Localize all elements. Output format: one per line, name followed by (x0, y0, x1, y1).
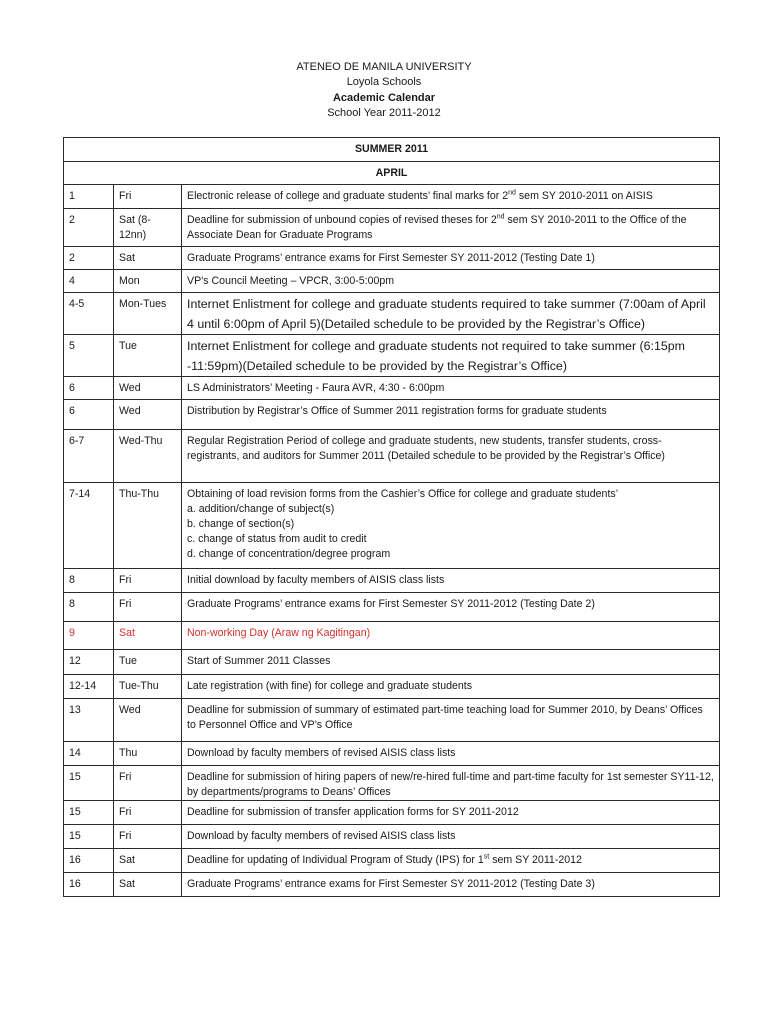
event-cell (182, 400, 720, 430)
calendar-row (64, 593, 720, 622)
calendar-row (64, 766, 720, 801)
event-cell (182, 247, 720, 270)
calendar-row (64, 873, 720, 897)
event-text: VP’s Council Meeting – VPCR, 3:00-5:00pm (187, 275, 395, 287)
event-cell (182, 801, 720, 825)
date-cell: 12 (64, 650, 114, 675)
day-cell: Sat (114, 873, 182, 897)
event-text-cont: sem SY 2011-2012 (489, 854, 582, 866)
school-name: Loyola Schools (346, 76, 422, 88)
date-cell: 8 (64, 593, 114, 622)
event-text: Obtaining of load revision forms from the Cashier’s Office for college and graduate students’ (187, 488, 619, 500)
calendar-row (64, 483, 720, 569)
event-text: Deadline for submission of hiring papers of new/re-hired full-time and part-time faculty for 1st semester SY11-12, by departments/programs to Deans’ Offices (187, 771, 714, 798)
calendar-row (64, 209, 720, 247)
day-cell: Mon-Tues (114, 293, 182, 335)
school-year: School Year 2011-2012 (327, 107, 441, 119)
date-cell: 15 (64, 801, 114, 825)
ordinal-suffix: nd (496, 213, 505, 221)
term-row (64, 138, 720, 162)
event-text-cont: sem SY 2010-2011 on AISIS (515, 190, 653, 202)
event-text: Graduate Programs’ entrance exams for First Semester SY 2011-2012 (Testing Date 3) (187, 878, 595, 890)
calendar-row (64, 185, 720, 209)
calendar-row (64, 742, 720, 766)
event-text: Graduate Programs’ entrance exams for First Semester SY 2011-2012 (Testing Date 2) (187, 598, 595, 610)
event-cell (182, 825, 720, 849)
event-cell (182, 699, 720, 742)
date-cell: 8 (64, 569, 114, 593)
event-cell (182, 293, 720, 335)
event-text: Distribution by Registrar’s Office of Summer 2011 registration forms for graduate students (187, 405, 607, 417)
calendar-row (64, 247, 720, 270)
event-subitem: a. addition/change of subject(s) (187, 503, 335, 515)
day-cell: Mon (114, 270, 182, 293)
event-cell (182, 650, 720, 675)
calendar-row (64, 430, 720, 483)
event-text: Late registration (with fine) for college and graduate students (187, 680, 473, 692)
event-text-cont: sem SY 2010-2011 to the Office of the Associate Dean for Graduate Programs (187, 214, 687, 241)
event-cell (182, 430, 720, 483)
date-cell: 2 (64, 209, 114, 247)
event-text: Electronic release of college and graduate students’ final marks for 2 (187, 190, 509, 202)
date-cell: 4 (64, 270, 114, 293)
calendar-table (63, 137, 720, 897)
day-cell: Tue-Thu (114, 675, 182, 699)
day-cell: Sat (114, 849, 182, 873)
event-text: Initial download by faculty members of AISIS class lists (187, 574, 445, 586)
calendar-row (64, 293, 720, 335)
month-heading: APRIL (64, 162, 720, 185)
event-cell (182, 377, 720, 400)
date-cell: 16 (64, 849, 114, 873)
date-cell: 6 (64, 377, 114, 400)
day-cell: Wed (114, 377, 182, 400)
day-cell: Sat (8-12nn) (114, 209, 182, 247)
day-cell: Wed (114, 699, 182, 742)
date-cell: 14 (64, 742, 114, 766)
event-text: Deadline for updating of Individual Program of Study (IPS) for 1 (187, 854, 484, 866)
month-row (64, 162, 720, 185)
calendar-row (64, 400, 720, 430)
event-text: Non-working Day (Araw ng Kagitingan) (187, 627, 371, 639)
day-cell: Fri (114, 801, 182, 825)
event-subitem: b. change of section(s) (187, 518, 295, 530)
event-text: Graduate Programs’ entrance exams for First Semester SY 2011-2012 (Testing Date 1) (187, 252, 595, 264)
event-cell (182, 270, 720, 293)
event-cell (182, 849, 720, 873)
document-title: Academic Calendar (332, 92, 436, 104)
event-text: Regular Registration Period of college and graduate students, new students, transfer students, cross-registrants, and auditors for Summer 2011 (Detailed schedule to be provided by the Registrar’s Office) (187, 435, 665, 462)
calendar-row (64, 650, 720, 675)
date-cell: 4-5 (64, 293, 114, 335)
calendar-row (64, 270, 720, 293)
date-cell: 7-14 (64, 483, 114, 569)
day-cell: Fri (114, 185, 182, 209)
event-text: Download by faculty members of revised AISIS class lists (187, 747, 456, 759)
event-text: Deadline for submission of summary of estimated part-time teaching load for Summer 2010, by Deans’ Offices to Personnel Office and VP’s Office (187, 704, 703, 731)
event-text: Internet Enlistment for college and graduate students not required to take summer (6:15pm -11:59pm)(Detailed schedule to be provided by the Registrar’s Office) (187, 339, 685, 373)
ordinal-suffix: nd (508, 189, 516, 197)
event-text: Start of Summer 2011 Classes (187, 655, 331, 667)
event-cell (182, 766, 720, 801)
date-cell: 6-7 (64, 430, 114, 483)
day-cell: Wed-Thu (114, 430, 182, 483)
term-heading: SUMMER 2011 (64, 138, 720, 162)
date-cell: 15 (64, 825, 114, 849)
event-subitem: c. change of status from audit to credit (187, 533, 367, 545)
calendar-row (64, 569, 720, 593)
day-cell: Thu (114, 742, 182, 766)
date-cell: 16 (64, 873, 114, 897)
ordinal-suffix: st (483, 853, 490, 861)
day-cell: Tue (114, 650, 182, 675)
date-cell: 5 (64, 335, 114, 377)
date-cell: 1 (64, 185, 114, 209)
event-text: Deadline for submission of unbound copies of revised theses for 2 (187, 214, 497, 226)
calendar-row (64, 801, 720, 825)
day-cell: Fri (114, 593, 182, 622)
date-cell: 9 (64, 622, 114, 650)
calendar-row (64, 377, 720, 400)
event-text: Download by faculty members of revised AISIS class lists (187, 830, 456, 842)
calendar-row (64, 335, 720, 377)
university-name: ATENEO DE MANILA UNIVERSITY (296, 61, 472, 73)
day-cell: Tue (114, 335, 182, 377)
event-cell (182, 209, 720, 247)
event-cell (182, 185, 720, 209)
day-cell: Thu-Thu (114, 483, 182, 569)
event-cell (182, 622, 720, 650)
date-cell: 15 (64, 766, 114, 801)
event-cell (182, 593, 720, 622)
event-cell (182, 873, 720, 897)
event-text: Internet Enlistment for college and graduate students required to take summer (7:00am of April 4 until 6:00pm of April 5)(Detailed schedule to be provided by the Registrar’s Office) (187, 297, 706, 331)
date-cell: 2 (64, 247, 114, 270)
date-cell: 6 (64, 400, 114, 430)
day-cell: Sat (114, 622, 182, 650)
holiday-row (64, 622, 720, 650)
calendar-row (64, 675, 720, 699)
date-cell: 13 (64, 699, 114, 742)
event-cell (182, 335, 720, 377)
day-cell: Sat (114, 247, 182, 270)
day-cell: Wed (114, 400, 182, 430)
event-cell (182, 742, 720, 766)
calendar-row (64, 849, 720, 873)
event-subitem: d. change of concentration/degree program (187, 548, 391, 560)
event-cell (182, 675, 720, 699)
day-cell: Fri (114, 569, 182, 593)
day-cell: Fri (114, 825, 182, 849)
calendar-row (64, 699, 720, 742)
event-text: LS Administrators’ Meeting - Faura AVR, 4:30 - 6:00pm (187, 382, 445, 394)
event-text: Deadline for submission of transfer application forms for SY 2011-2012 (187, 806, 519, 818)
event-cell (182, 569, 720, 593)
event-cell (182, 483, 720, 569)
calendar-row (64, 825, 720, 849)
day-cell: Fri (114, 766, 182, 801)
date-cell: 12-14 (64, 675, 114, 699)
